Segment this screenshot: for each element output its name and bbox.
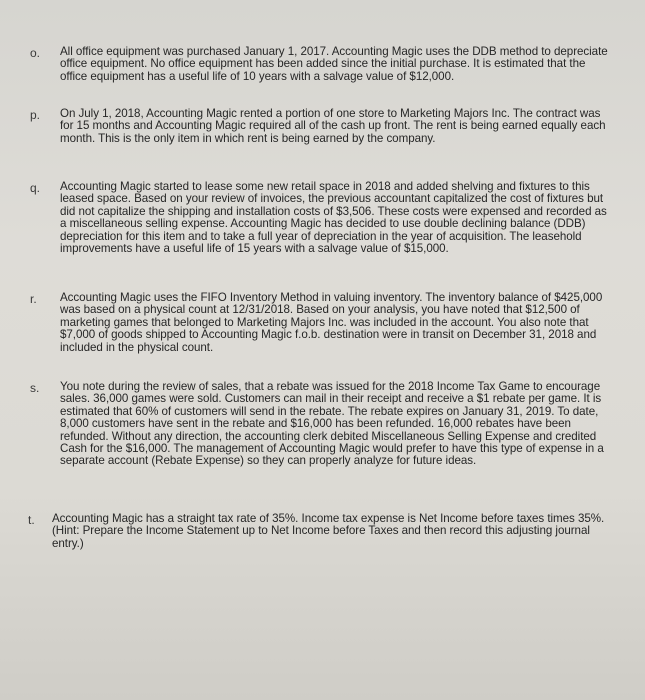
list-item-o [30,46,610,83]
list-item-text: Accounting Magic uses the FIFO Inventory Method in valuing inventory. The inventory balance of $425,000 was based on a physical count at 12/31/2018. Based on your analysis, you have noted that $12,500 of marketing games that belonged to Marketing Majors Inc. was included in the account. You also note that $7,000 of goods shipped to Accounting Magic f.o.b. destination were in transit on December 31, 2018 and included in the physical count. [60,291,603,354]
list-item-text: You note during the review of sales, that a rebate was issued for the 2018 Income Tax Game to encourage sales. 36,000 games were sold. Customers can mail in their receipt and receive a $1 rebate per game. It is estimated that 60% of customers will send in the rebate. The rebate expires on January 31, 2019. To date, 8,000 customers have sent in the rebate and $16,000 has been refunded. 16,000 rebates have been refunded. Without any direction, the accounting clerk debited Miscellaneous Selling Expense and credited Cash for the $16,000. The management of Accounting Magic would prefer to have this type of expense in a separate account (Rebate Expense) so they can properly analyze for future ideas. [60,380,604,468]
list-item-r [30,292,610,354]
list-item-text: All office equipment was purchased January 1, 2017. Accounting Magic uses the DDB method to depreciate office equipment. No office equipment has been added since the initial purchase. It is estimated that the office equipment has a useful life of 10 years with a salvage value of $12,000. [60,45,608,83]
list-marker: q. [30,181,41,195]
list-item-s [30,381,610,468]
list-item-p [30,108,610,145]
list-item-text: Accounting Magic has a straight tax rate of 35%. Income tax expense is Net Income before taxes times 35%. (Hint: Prepare the Income Statement up to Net Income before Taxes and then record this adjusting journal entry.) [52,512,605,550]
list-marker: p. [30,108,41,122]
list-item-t [28,513,608,550]
list-item-text: On July 1, 2018, Accounting Magic rented a portion of one store to Marketing Majors Inc. The contract was for 15 months and Accounting Magic required all of the cash up front. The rent is being earned equally each month. This is the only item in which rent is being earned by the company. [60,107,606,145]
list-marker: o. [30,46,41,60]
list-item-q [30,181,610,255]
list-marker: s. [30,381,40,395]
list-marker: t. [28,513,35,527]
list-item-text: Accounting Magic started to lease some new retail space in 2018 and added shelving and fixtures to this leased space. Based on your review of invoices, the previous accountant capitalized the cost of fixtures but did not capitalize the shipping and installation costs of $3,506. These costs were expensed and recorded as a miscellaneous selling expense. Accounting Magic has decided to use double declining balance (DDB) depreciation for this item and to take a full year of depreciation in the year of acquisition. The leasehold improvements have a useful life of 15 years with a salvage value of $15,000. [60,180,607,256]
list-marker: r. [30,292,37,306]
